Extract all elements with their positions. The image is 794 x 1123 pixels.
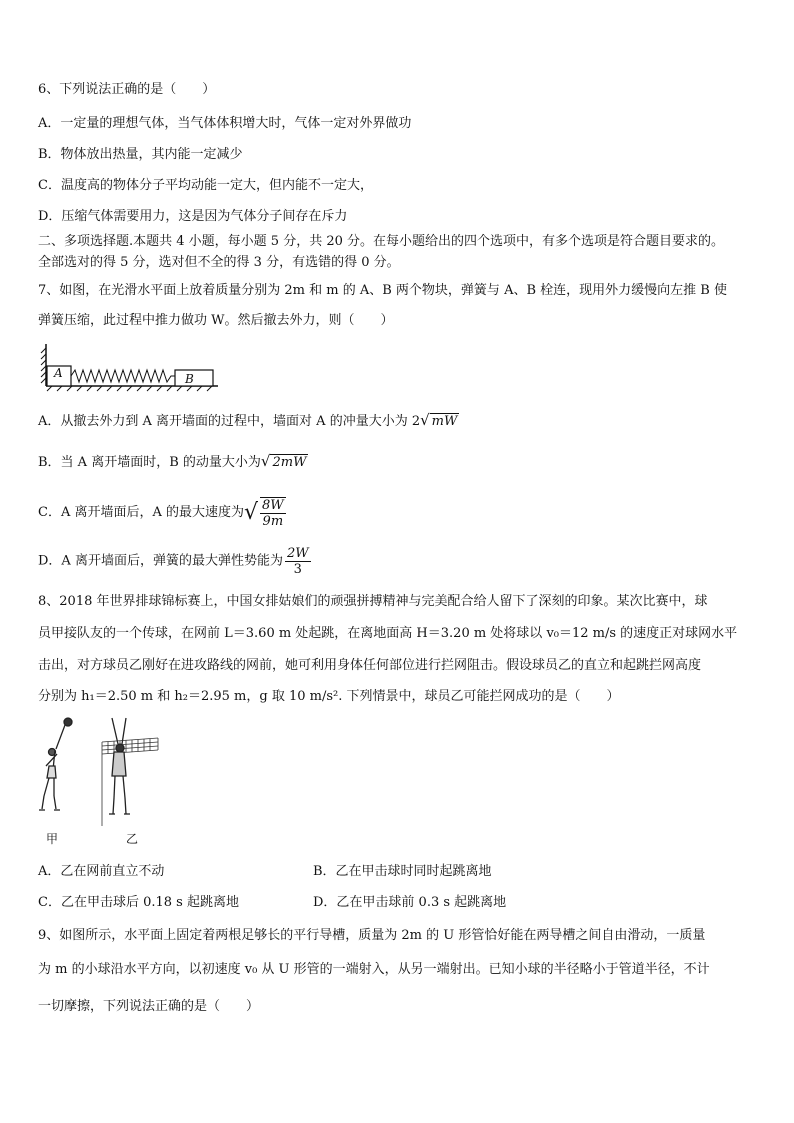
q8-option-c: C．乙在甲击球后 0.18 s 起跳离地 (38, 895, 239, 910)
q8-stem-line4: 分别为 h₁＝2.50 m 和 h₂＝2.95 m，g 取 10 m/s². 下列情景中，球员乙可能拦网成功的是（ ） (38, 689, 620, 704)
q7-figure-label-b: B (185, 372, 194, 386)
q8-volleyball-figure (36, 714, 166, 829)
q8-option-a: A．乙在网前直立不动 (38, 864, 165, 879)
q7-option-d-denominator: 3 (293, 562, 302, 577)
q8-option-d: D．乙在甲击球前 0.3 s 起跳离地 (313, 895, 507, 910)
q7-option-d-text: D．A 离开墙面后，弹簧的最大弹性势能为 (38, 553, 283, 569)
q7-spring-figure (38, 340, 228, 392)
q6-option-c: C．温度高的物体分子平均动能一定大，但内能不一定大， (38, 178, 373, 193)
q7-stem-line2: 弹簧压缩，此过程中推力做功 W。然后撤去外力，则（ ） (38, 313, 394, 328)
q7-option-c-text: C．A 离开墙面后，A 的最大速度为 (38, 505, 244, 520)
q8-stem-line2: 员甲接队友的一个传球，在网前 L＝3.60 m 处起跳，在离地面高 H＝3.20 m 处将球以 v₀＝12 m/s 的速度正对球网水平 (38, 626, 738, 641)
q7-option-b-expr: 2mW (272, 455, 307, 470)
q7-option-b-text: B．当 A 离开墙面时，B 的动量大小为 (38, 455, 261, 470)
q7-option-a-expr: mW (431, 414, 458, 429)
q6-option-d: D．压缩气体需要用力，这是因为气体分子间存在斥力 (38, 209, 348, 224)
section2-instructions-line1: 二、多项选择题.本题共 4 小题，每小题 5 分，共 20 分。在每小题给出的四个选项中，有多个选项是符合题目要求的。 (38, 234, 725, 249)
q8-stem-line3: 击出，对方球员乙刚好在进攻路线的网前，她可利用身体任何部位进行拦网阻击。假设球员乙的直立和起跳拦网高度 (38, 658, 702, 673)
q7-option-c-denominator: 9m (262, 514, 284, 529)
section2-instructions-line2: 全部选对的得 5 分，选对但不全的得 3 分，有选错的得 0 分。 (38, 255, 400, 270)
q6-option-b: B．物体放出热量，其内能一定减少 (38, 147, 243, 162)
q7-option-c-numerator: 8W (262, 498, 284, 513)
q7-option-b: B．当 A 离开墙面时，B 的动量大小为√ 2mW (38, 452, 307, 470)
q9-stem-line2: 为 m 的小球沿水平方向，以初速度 v₀ 从 U 形管的一端射入，从另一端射出。已知小球的半径略小于管道半径，不计 (38, 962, 710, 977)
q6-option-a: A．一定量的理想气体，当气体体积增大时，气体一定对外界做功 (38, 116, 412, 131)
q9-stem-line1: 9、如图所示，水平面上固定着两根足够长的平行导槽，质量为 2m 的 U 形管恰好能在两导槽之间自由滑动，一质量 (38, 928, 706, 943)
q9-stem-line3: 一切摩擦，下列说法正确的是（ ） (38, 999, 260, 1014)
q7-stem-line1: 7、如图，在光滑水平面上放着质量分别为 2m 和 m 的 A、B 两个物块，弹簧与 A、B 栓连，现用外力缓慢向左推 B 使 (38, 283, 727, 298)
q7-option-c: C．A 离开墙面后，A 的最大速度为√ $\frac{8W}{9m}$ (38, 498, 284, 529)
q8-stem-line1: 8、2018 年世界排球锦标赛上，中国女排姑娘们的顽强拼搏精神与完美配合给人留下了深刻的印象。某次比赛中，球 (38, 594, 708, 609)
q7-option-a-text: A．从撤去外力到 A 离开墙面的过程中，墙面对 A 的冲量大小为 2 (38, 414, 421, 429)
q8-figure-label-yi: 乙 (126, 832, 139, 846)
q7-option-a: A．从撤去外力到 A 离开墙面的过程中，墙面对 A 的冲量大小为 2√ mW (38, 411, 458, 429)
q7-option-d-numerator: 2W (286, 546, 309, 561)
q7-option-d (38, 546, 313, 577)
q6-stem: 6、下列说法正确的是（ ） (38, 82, 216, 97)
q7-figure-label-a: A (54, 366, 63, 380)
q8-option-b: B．乙在甲击球时同时起跳离地 (313, 864, 492, 879)
q8-figure-label-jia: 甲 (46, 832, 59, 846)
